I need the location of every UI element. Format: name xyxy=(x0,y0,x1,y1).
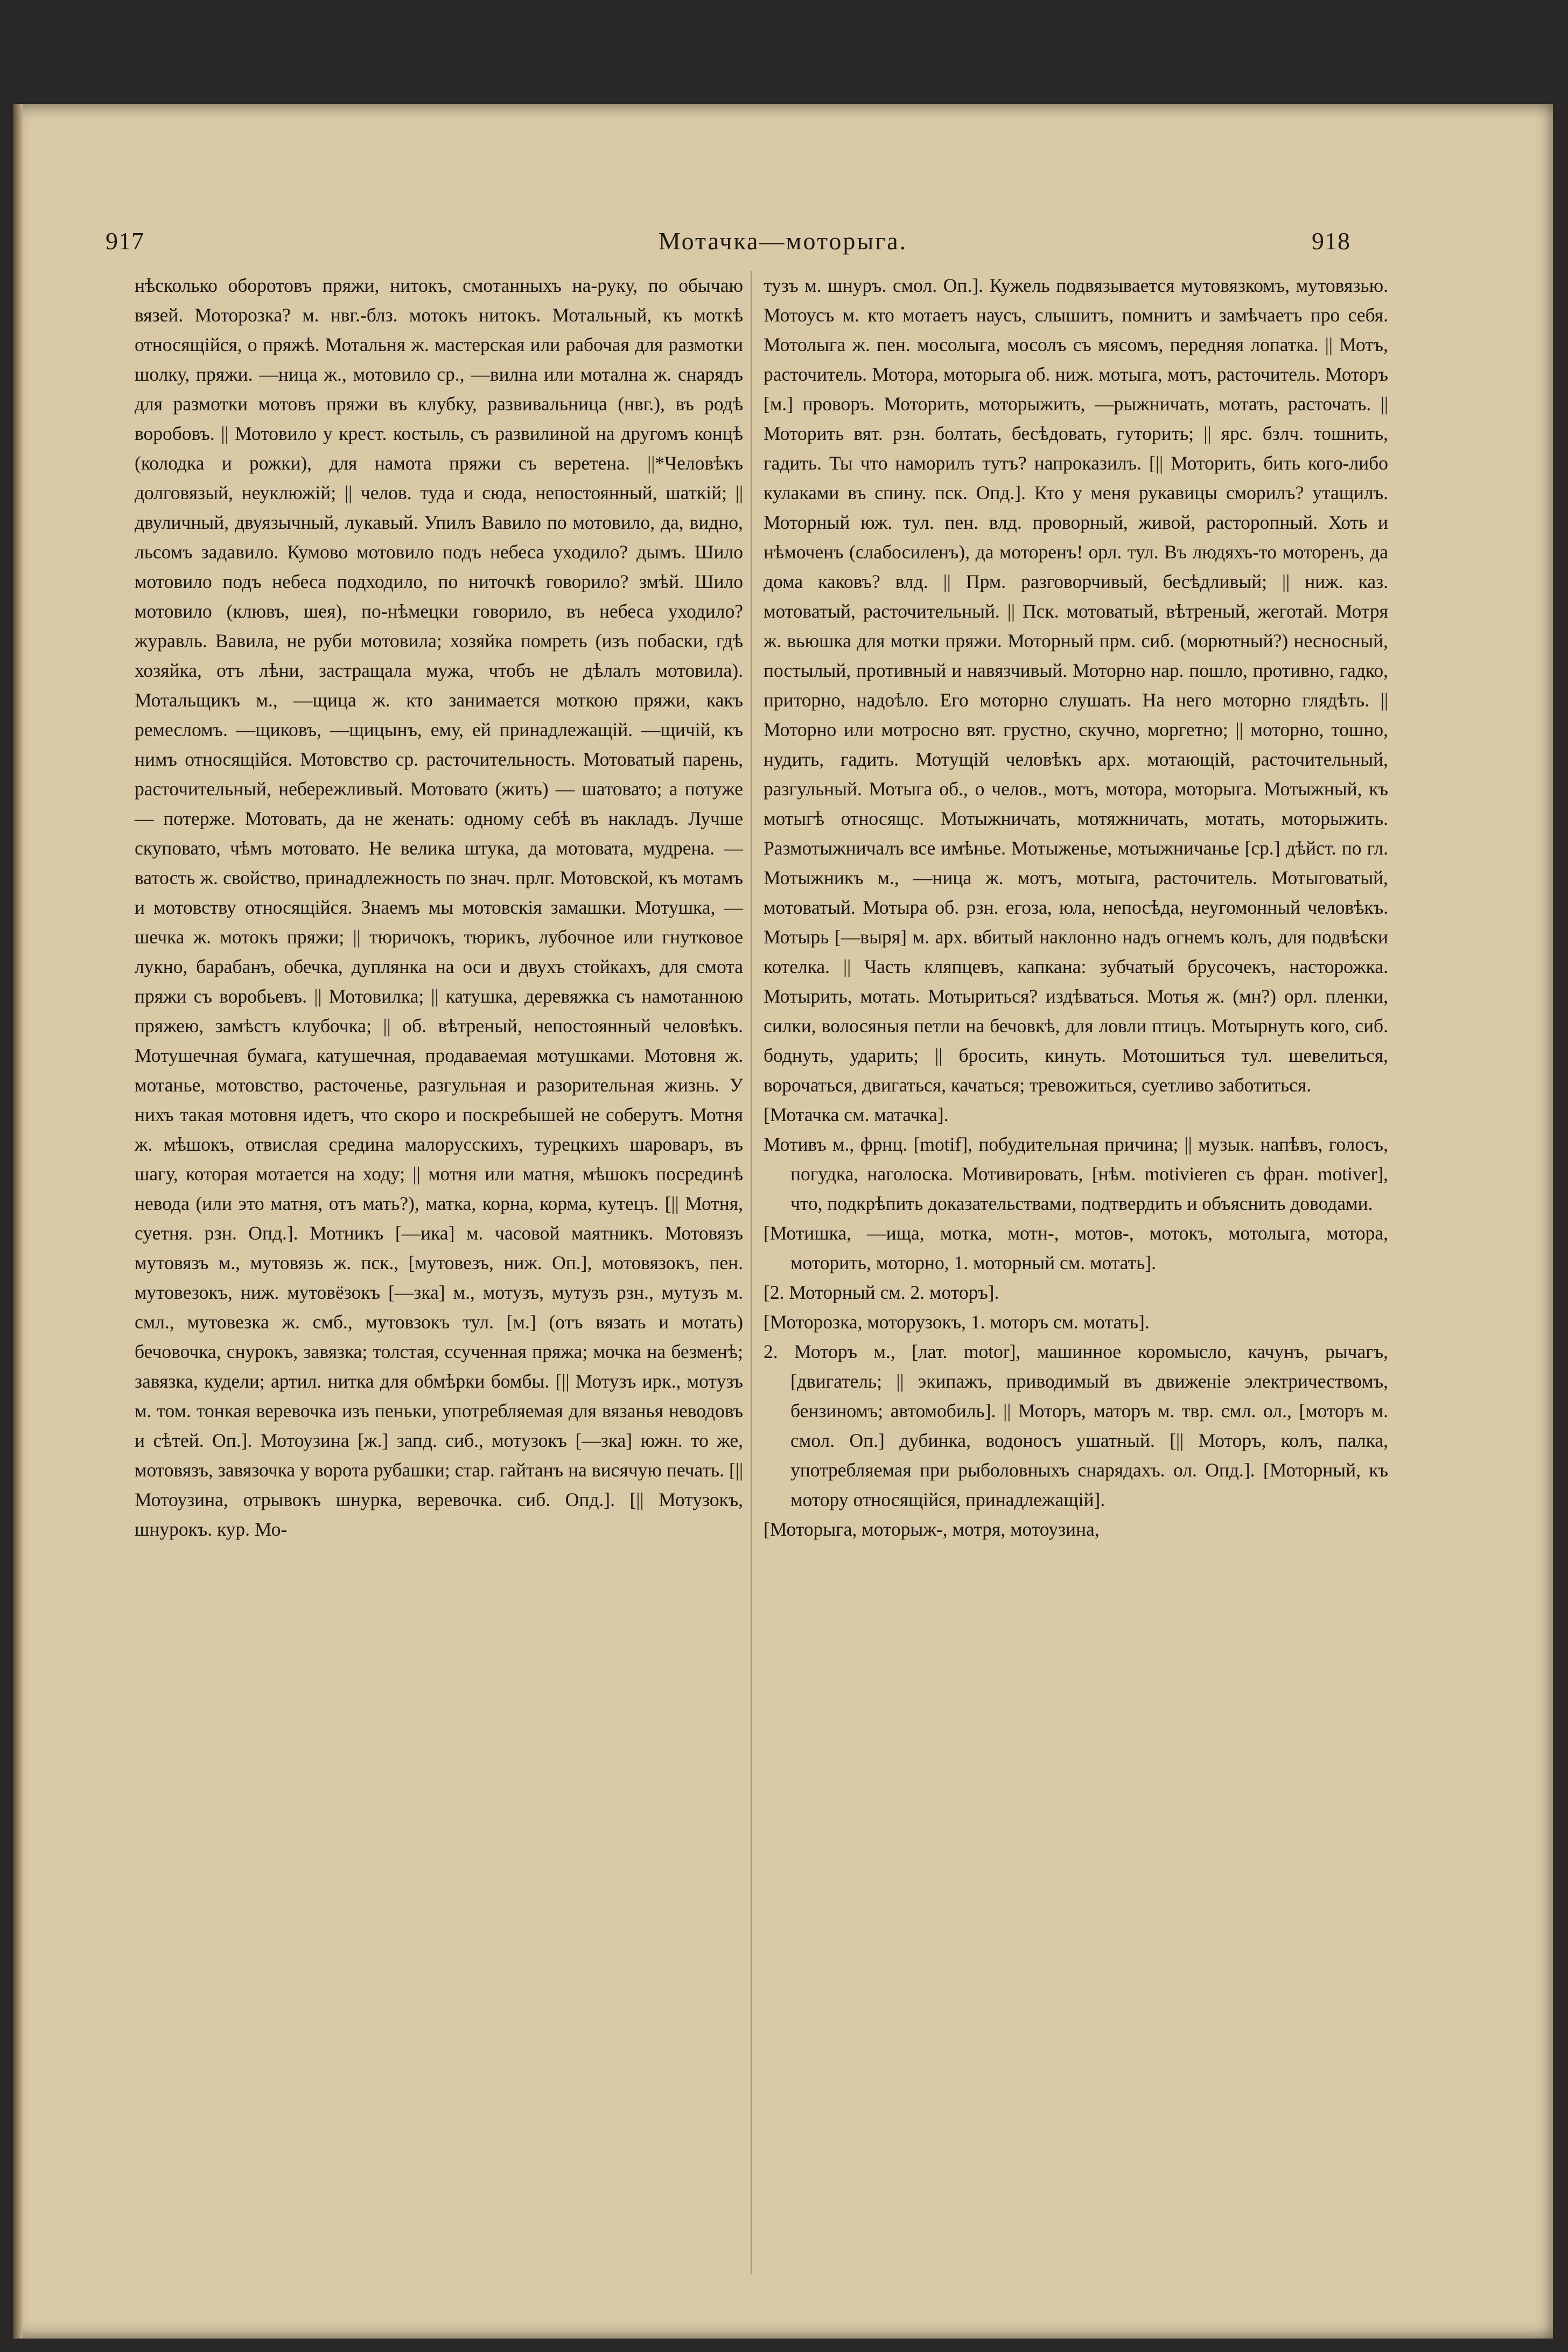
dictionary-entry: 2. Моторъ м., [лат. motor], машинное коромысло, качунъ, рычагъ, [двигатель; || экипажъ, приводимый въ движеніе электричествомъ, бензиномъ; автомобиль]. || Моторъ, маторъ м. твр. смл. ол., [моторъ м. смол. Оп.] дубинка, водоносъ ушатный. [|| Моторъ, колъ, палка, употребляемая при рыболовныхъ снарядахъ. ол. Опд.]. [Моторный, къ мотору относящійся, принадлежащій]. xyxy=(764,1341,1388,1510)
dictionary-entry: [Моторыга, моторыж-, мотря, мотоузина, xyxy=(764,1518,1100,1540)
column-divider xyxy=(751,271,752,2274)
dictionary-entry: [Мотишка, —ища, мотка, мотн-, мотов-, мотокъ, мотолыга, мотора, моторить, моторно, 1. моторный см. мотать]. xyxy=(764,1222,1388,1273)
page-number-left: 917 xyxy=(106,227,144,255)
page-header xyxy=(13,227,1553,270)
page-number-right: 918 xyxy=(1312,227,1350,255)
dictionary-entry: [2. Моторный см. 2. моторъ]. xyxy=(764,1282,999,1303)
dictionary-entry: [Мотачка см. матачка]. xyxy=(764,1104,949,1125)
left-column-text: нѣсколько оборотовъ пряжи, нитокъ, смотанныхъ на-руку, по обычаю вязей. Моторозка? м. нвг.-блз. мотокъ нитокъ. Мотальный, къ моткѣ относящійся, о пряжѣ. Мотальня ж. мастерская или рабочая для размотки шолку, пряжи. —ница ж., мотовило ср., —вилна или мотална ж. снарядъ для размотки мотовъ пряжи въ клубку, развивальница (нвг.), въ родѣ воробовъ. || Мотовило у крест. костыль, съ развилиной на другомъ концѣ (колодка и рожки), для намота пряжи съ веретена. ||*Человѣкъ долговязый, неуклюжій; || челов. туда и сюда, непостоянный, шаткій; || двуличный, двуязычный, лукавый. Упилъ Вавило по мотовило, да, видно, льсомъ задавило. Кумово мотовило подъ небеса уходило? дымъ. Шило мотовило подъ небеса подходило, по ниточкѣ говорило? змѣй. Шило мотовило (клювъ, шея), по-нѣмецки говорило, въ небеса уходило? журавль. Вавила, не руби мотовила; хозяйка помреть (изъ побаски, гдѣ хозяйка, отъ лѣни, застращала мужа, чтобъ не дѣлалъ мотовила). Мотальщикъ м., —щица ж. кто занимается моткою пряжи, какъ ремесломъ. —щиковъ, —щицынъ, ему, ей принадлежащій. —щичій, къ нимъ относящійся. Мотовство ср. расточительность. Мотоватый парень, расточительный, небережливый. Мотовато (жить) — шатовато; а потуже — потерже. Мотовать, да не женать: одному себѣ въ накладъ. Лучше скуповато, чѣмъ мотовато. Не велика штука, да мотовата, мудрена. —ватость ж. свойство, принадлежность по знач. прлг. Мотовской, къ мотамъ и мотовству относящійся. Знаемъ мы мотовскія замашки. Мотушка, —шечка ж. мотокъ пряжи; || тюричокъ, тюрикъ, лубочное или гнутковое лукно, барабанъ, обечка, дуплянка на оси и двухъ стойкахъ, для смота пряжи съ воробьевъ. || Мотовилка; || катушка, деревяжка съ намотанною пряжею, замѣстъ клубочка; || об. вѣтреный, непостоянный человѣкъ. Мотушечная бумага, катушечная, продаваемая мотушками. Мотовня ж. мотанье, мотовство, расточенье, разгульная и разорительная жизнь. У нихъ такая мотовня идетъ, что скоро и поскребышей не соберутъ. Мотня ж. мѣшокъ, отвислая средина малорусскихъ, турецкихъ шароваръ, въ шагу, которая мотается на ходу; || мотня или матня, мѣшокъ посрединѣ невода (или это матня, отъ мать?), матка, корна, корма, кутецъ. [|| Мотня, суетня. рзн. Опд.]. Мотникъ [—ика] м. часовой маятникъ. Мотовязъ мутовязъ м., мутовязь ж. пск., [мутовезъ, ниж. Оп.], мотовязокъ, пен. мутовезокъ, ниж. мутовёзокъ [—зка] м., мотузъ, мутузъ рзн., мутузъ м. смл., мутовезка ж. смб., мутовзокъ тул. [м.] (отъ вязать и мотать) бечовочка, снурокъ, завязка; толстая, ссученная пряжа; мочка на безменѣ; завязка, кудели; артил. нитка для обмѣрки бомбы. [|| Мотузъ ирк., мотузъ м. том. тонкая веревочка изъ пеньки, употребляемая для вязанья неводовъ и сѣтей. Оп.]. Мотоузина [ж.] запд. сиб., мотузокъ [—зка] южн. то же, мотовязъ, завязочка у ворота рубашки; стар. гайтанъ на висячую печать. [|| Мотоузина, отрывокъ шнурка, веревочка. сиб. Опд.]. [|| Мотузокъ, шнурокъ. кур. Мо- xyxy=(135,275,743,1540)
dictionary-entry: Мотивъ м., фрнц. [motif], побудительная причина; || музык. напѣвъ, голосъ, погудка, наголоска. Мотивировать, [нѣм. motivieren съ фран. motiver], что, подкрѣпить доказательствами, подтвердить и объяснить доводами. xyxy=(764,1133,1388,1214)
page-edge-shadow xyxy=(13,104,23,2339)
running-title: Мотачка—моторыга. xyxy=(658,227,908,255)
right-column-continuation: тузъ м. шнуръ. смол. Оп.]. Кужель подвязывается мутовязкомъ, мутовязью. Мотоусъ м. кто мотаетъ наусъ, слышитъ, помнитъ и замѣчаетъ про себя. Мотолыга ж. пен. мосолыга, мосолъ съ мясомъ, передняя лопатка. || Мотъ, расточитель. Мотора, моторыга об. ниж. мотыга, мотъ, расточитель. Моторъ [м.] проворъ. Моторить, моторыжить, —рыжничать, мотать, расточать. || Моторить вят. рзн. болтать, бесѣдовать, гуторить; || ярс. бзлч. тошнить, гадить. Ты что наморилъ тутъ? напроказилъ. [|| Моторить, бить кого-либо кулаками въ спину. пск. Опд.]. Кто у меня рукавицы сморилъ? утащилъ. Моторный юж. тул. пен. влд. проворный, живой, расторопный. Хоть и нѣмоченъ (слабосиленъ), да моторенъ! орл. тул. Въ людяхъ-то моторенъ, да дома каковъ? влд. || Прм. разговорчивый, бесѣдливый; || ниж. каз. мотоватый, расточительный. || Пск. мотоватый, вѣтреный, жеготай. Мотря ж. вьюшка для мотки пряжи. Моторный прм. сиб. (морютный?) несносный, постылый, противный и навязчивый. Моторно нар. пошло, противно, гадко, приторно, надоѣло. Его моторно слушать. На него моторно глядѣть. || Моторно или мотросно вят. грустно, скучно, моргетно; || моторно, тошно, нудить, гадить. Мотущій человѣкъ арх. мотающій, расточительный, разгульный. Мотыга об., о челов., мотъ, мотора, моторыга. Мотыжный, къ мотыгѣ относящс. Мотыжничать, мотяжничать, мотать, моторыжить. Размотыжничалъ все имѣнье. Мотыженье, мотыжничанье [ср.] дѣйст. по гл. Мотыжникъ м., —ница ж. мотъ, мотыга, расточитель. Мотыговатый, мотоватый. Мотыра об. рзн. егоза, юла, непосѣда, неугомонный человѣкъ. Мотырь [—выря] м. арх. вбитый наклонно надъ огнемъ колъ, для подвѣски котелка. || Часть кляпцевъ, капкана: зубчатый брусочекъ, насторожка. Мотырить, мотать. Мотыриться? издѣваться. Мотья ж. (мн?) орл. пленки, силки, волосяныя петли на бечовкѣ, для ловли птицъ. Мотырнуть кого, сиб. боднуть, ударить; || бросить, кинуть. Мотошиться тул. шевелиться, ворочаться, двигаться, качаться; тревожиться, суетливо заботиться. xyxy=(764,275,1388,1096)
left-column xyxy=(135,271,743,1544)
dictionary-entry: [Моторозка, моторузокъ, 1. моторъ см. мотать]. xyxy=(764,1311,1150,1333)
right-column xyxy=(764,271,1388,1544)
dictionary-page xyxy=(13,104,1553,2339)
